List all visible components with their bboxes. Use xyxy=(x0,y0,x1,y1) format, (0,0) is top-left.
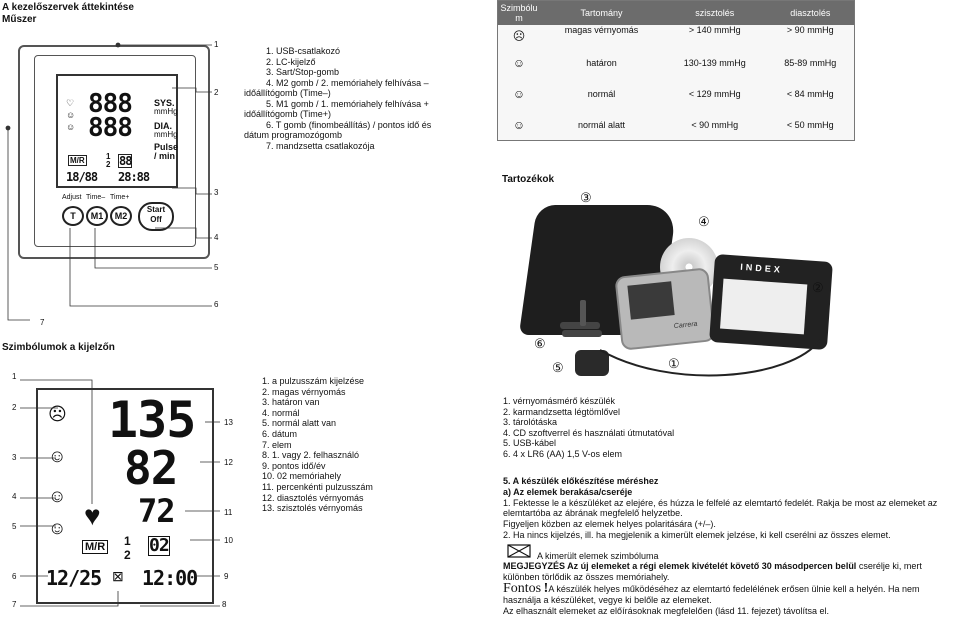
symbols-list xyxy=(262,376,482,514)
callout-lines xyxy=(0,366,245,616)
dia-unit: mmHg xyxy=(154,130,178,139)
note-paragraph xyxy=(503,561,958,583)
pulse-label: Pulse xyxy=(154,142,179,152)
heart-symbol-icon: ♡ xyxy=(66,98,75,108)
callout-11: 11 xyxy=(224,508,233,517)
callout-3: ③ xyxy=(580,190,592,205)
lcd-date-value: 12/25 xyxy=(46,566,102,590)
list-item: időállítógomb (Time–) xyxy=(244,88,331,98)
list-item: 9. pontos idő/év xyxy=(262,460,326,471)
list-item: 7. mandzsetta csatlakozója xyxy=(266,140,375,151)
list-item: 5. USB-kábel xyxy=(503,438,557,449)
list-item: időállítógomb (Time+) xyxy=(244,109,331,119)
callout-3: 3 xyxy=(214,188,219,197)
section-heading: 5. A készülék előkészítése méréshez xyxy=(503,476,659,486)
user-one: 1 xyxy=(124,534,131,548)
section-title: A kezelőszervek áttekintése xyxy=(2,2,134,13)
low-pressure-icon: ☺ xyxy=(512,117,526,132)
list-item: 1. USB-csatlakozó xyxy=(266,46,341,56)
callout-6: 6 xyxy=(12,572,17,581)
callout-5: 5 xyxy=(214,263,219,272)
borderline-icon: ☺ xyxy=(48,446,67,466)
list-item: 10. 02 memóriahely xyxy=(262,471,342,482)
sys-label: SYS. xyxy=(154,98,175,108)
time-minus-label: Time– xyxy=(86,194,106,201)
header-systolic: szisztolés xyxy=(663,1,767,26)
table-row xyxy=(498,109,855,141)
table-cell: < 84 mmHg xyxy=(786,88,834,99)
callout-5: ⑤ xyxy=(552,360,564,375)
mr-indicator: M/R xyxy=(70,156,85,165)
blood-pressure-range-table xyxy=(497,0,855,141)
paragraph: 2. Ha nincs kijelzés, ill. ha megjelenik a kimerült elemek jelzése, ki kell cserélni az összes elemet. xyxy=(503,529,891,540)
lcd-time-value: 12:00 xyxy=(142,566,198,590)
callout-7: 7 xyxy=(12,600,17,609)
list-item: dátum programozógomb xyxy=(244,130,343,140)
callout-12: 12 xyxy=(224,458,233,467)
list-item: 11. percenkénti pulzusszám xyxy=(262,481,373,492)
header-symbol: Szimbólu m xyxy=(498,1,541,26)
person-icon: ☺ xyxy=(66,110,76,120)
callout-1: 1 xyxy=(214,40,219,49)
air-hose-line xyxy=(590,330,830,380)
sys-unit: mmHg xyxy=(154,107,178,116)
controls-list xyxy=(244,46,489,151)
dia-label: DIA. xyxy=(154,121,172,131)
callout-1: ① xyxy=(668,356,680,371)
table-cell: normál xyxy=(587,88,616,99)
list-item: 3. tárolótáska xyxy=(503,417,558,428)
important-paragraph xyxy=(503,581,958,606)
callout-6: 6 xyxy=(214,300,219,309)
callout-lines xyxy=(0,38,230,328)
lcd-time: 28:88 xyxy=(118,170,150,184)
table-row xyxy=(498,78,855,109)
lcd-sys-value: 135 xyxy=(108,391,196,449)
callout-13: 13 xyxy=(224,418,233,427)
callout-5: 5 xyxy=(12,522,17,531)
table-cell: < 90 mmHg xyxy=(691,119,739,130)
battery-caption-row xyxy=(503,543,958,561)
table-row xyxy=(498,47,855,78)
lcd-dia-digits: 888 xyxy=(88,113,132,143)
brand-label: Carrera xyxy=(673,320,698,331)
list-item: 4. CD szoftverrel és használati útmutatóval xyxy=(503,427,675,438)
list-item: 13. szisztolés vérnyomás xyxy=(262,503,363,514)
list-item: 1. a pulzusszám kijelzése xyxy=(262,376,365,386)
table-cell: határon xyxy=(586,57,617,68)
list-item: 5. normál alatt van xyxy=(262,418,337,429)
list-item: 4. normál xyxy=(262,407,300,418)
pulse-unit: / min xyxy=(154,151,176,161)
list-item: 3. Sart/Stop-gomb xyxy=(266,67,340,77)
table-cell: < 129 mmHg xyxy=(688,88,741,99)
list-item: 8. 1. vagy 2. felhasználó xyxy=(262,450,360,461)
user-two: 2 xyxy=(124,548,131,562)
battery-section xyxy=(503,476,958,617)
callout-6: ⑥ xyxy=(534,336,546,351)
user-two: 2 xyxy=(106,160,111,169)
borderline-icon: ☺ xyxy=(512,55,526,70)
table-cell: > 90 mmHg xyxy=(786,25,834,35)
battery-icon: ⊠ xyxy=(112,568,124,584)
heart-icon: ♥ xyxy=(84,500,101,531)
list-item: 1. vérnyomásmérő készülék xyxy=(503,396,616,406)
off-label: Off xyxy=(150,215,162,224)
callout-4: ④ xyxy=(698,214,710,229)
note-bold: MEGJEGYZÉS Az új elemeket a régi elemek kivételét követő 30 másodpercen belül xyxy=(503,560,857,571)
list-item: 2. magas vérnyomás xyxy=(262,386,346,397)
important-label: Fontos xyxy=(503,581,542,597)
lcd-pulse-value: 72 xyxy=(138,492,175,530)
index-label: INDEX xyxy=(740,261,784,275)
normal-icon: ☺ xyxy=(48,486,67,506)
table-cell: normál alatt xyxy=(577,119,625,130)
adjust-label: Adjust xyxy=(62,194,82,201)
callout-7: 7 xyxy=(40,318,45,327)
high-pressure-icon: ☹ xyxy=(512,29,526,43)
table-cell: 130-139 mmHg xyxy=(683,57,746,68)
lcd-sys-digits: 888 xyxy=(88,89,132,119)
person-icon: ☺ xyxy=(66,122,76,132)
m1-button[interactable]: M1 xyxy=(86,206,108,226)
header-diastolic: diasztolés xyxy=(767,1,855,26)
callout-1: 1 xyxy=(12,372,17,381)
accessories-title: Tartozékok xyxy=(502,174,555,185)
lcd-date: 18/88 xyxy=(66,170,98,184)
start-label: Start xyxy=(146,205,166,214)
table-cell: < 50 mmHg xyxy=(786,119,834,130)
note-text: cserélje ki, mert különben törlődik az összes memóriahely. xyxy=(503,560,922,582)
mr-indicator: M/R xyxy=(82,540,108,554)
normal-icon: ☺ xyxy=(512,86,526,101)
list-item: 7. elem xyxy=(262,439,292,450)
paragraph: Figyeljen közben az elemek helyes polaritására (+/–). xyxy=(503,519,716,530)
callout-2: ② xyxy=(812,280,824,295)
important-text: A készülék helyes működéséhez az elemtartó fedelélének erősen ülnie kell a helyén. Ha nem használja a készüléket, vegye ki belőle az elemeket. xyxy=(503,584,920,606)
list-item: 2. karmandzsetta légtömlővel xyxy=(503,406,621,417)
paragraph: Az elhasznált elemeket az előírásoknak megfelelően (lásd 11. fejezet) távolítsa el. xyxy=(503,605,830,616)
callout-3: 3 xyxy=(12,453,17,462)
user-one: 1 xyxy=(106,152,111,161)
table-cell: 85-89 mmHg xyxy=(784,57,837,68)
m2-button[interactable]: M2 xyxy=(110,206,132,226)
lcd-dia-value: 82 xyxy=(124,441,178,495)
table-cell: magas vérnyomás xyxy=(564,25,639,35)
lcd-memory-digits: 88 xyxy=(119,154,132,168)
list-item: 12. diasztolés vérnyomás xyxy=(262,492,364,503)
battery-caption: A kimerült elemek szimbóluma xyxy=(537,550,659,561)
callout-4: 4 xyxy=(12,492,17,501)
low-battery-icon xyxy=(507,543,533,559)
table-row xyxy=(498,25,855,47)
callout-10: 10 xyxy=(224,536,233,545)
low-pressure-icon: ☺ xyxy=(48,518,67,538)
callout-2: 2 xyxy=(12,403,17,412)
callout-8: 8 xyxy=(222,600,227,609)
paragraph: 1. Fektesse le a készüléket az elejére, és húzza le felfelé az elemtartó fedelét. Rakja be most az elemeket az elemtartóba az ábrának megfelelő helyzetbe. xyxy=(503,497,938,519)
callout-4: 4 xyxy=(214,233,219,242)
lcd-memory-value: 02 xyxy=(149,535,169,556)
section-title: Szimbólumok a kijelzőn xyxy=(2,342,115,353)
warning-icon: ! xyxy=(543,581,549,597)
t-button[interactable]: T xyxy=(62,206,84,226)
high-pressure-icon: ☹ xyxy=(48,404,67,424)
table-cell: > 140 mmHg xyxy=(688,25,741,35)
list-item: 2. LC-kijelző xyxy=(266,56,316,67)
list-item: 3. határon van xyxy=(262,397,320,408)
header-range: Tartomány xyxy=(540,1,663,26)
list-item: 4. M2 gomb / 2. memóriahely felhívása – xyxy=(266,77,429,88)
section-subheading: a) Az elemek berakása/cseréje xyxy=(503,486,633,497)
accessories-list xyxy=(503,396,803,460)
list-item: 6. T gomb (finombeállítás) / pontos idő és xyxy=(266,119,432,130)
time-plus-label: Time+ xyxy=(110,194,130,201)
callout-2: 2 xyxy=(214,88,219,97)
list-item: 6. 4 x LR6 (AA) 1,5 V-os elem xyxy=(503,448,623,459)
callout-9: 9 xyxy=(224,572,229,581)
section-subtitle: Műszer xyxy=(2,14,37,25)
list-item: 6. dátum xyxy=(262,428,298,439)
list-item: 5. M1 gomb / 1. memóriahely felhívása + xyxy=(266,98,429,109)
